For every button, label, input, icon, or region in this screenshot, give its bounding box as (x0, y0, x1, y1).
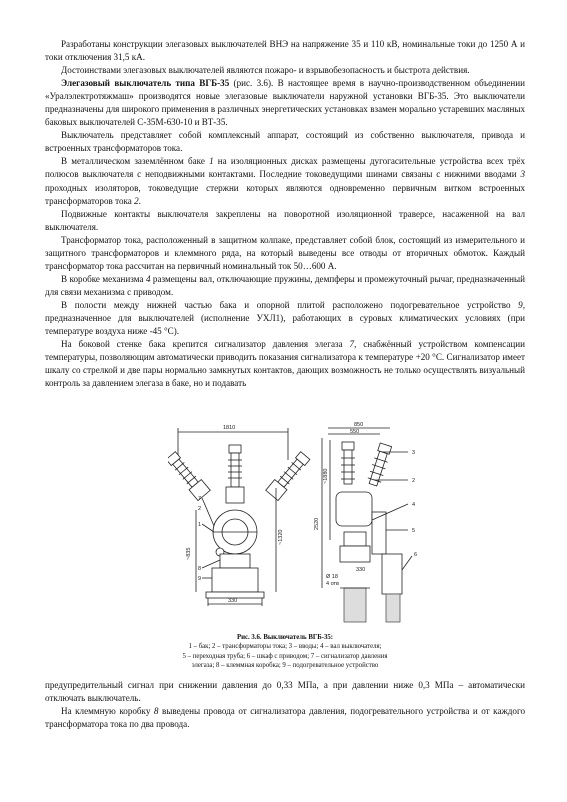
paragraph: Достоинствами элегазовых выключателей являются пожаро- и взрывобезопасность и быстрота действия. (61, 65, 470, 76)
drive-cabinet (382, 554, 402, 594)
text-run: размещены вал, отключающие пружины, демпферы и промежуточный рычаг, предназначенный для связи механизма с приводом. (45, 273, 525, 297)
caption-line: 1 – бак; 2 – трансформаторы тока; 3 – вводы; 4 – вал выключателя; (188, 643, 382, 651)
paragraph-text: Это выключатели предназначены для широкого применения в различных энергетических установках взамен морально устаревших масляных баковых выключателей С-35М-630-10 и ВТ-35. (45, 91, 526, 128)
bushing (341, 442, 355, 484)
text-run: , снабжённый устройством компенсации температуры, позволяющим автоматически приводить показания сигнализатора к температуре +20 °С. Сигнализатор имеет шкалу со стрелкой и две пары нормально замкнутых контактов, дающих возможность не только осуществлять визуальный контроль за давлением элегаза в баке, но и подавать (45, 339, 525, 389)
dimension-label: 550 (350, 429, 360, 435)
ref-number: 8 (153, 706, 159, 717)
part-label: 5 (412, 528, 416, 534)
dimension-label: 330 (228, 598, 238, 604)
foundation (386, 594, 400, 622)
text-run: В металлическом заземлённом баке (61, 156, 210, 167)
paragraph (45, 705, 525, 731)
part-label: 1 (198, 522, 202, 528)
dimension-label: 2520 (314, 517, 320, 530)
part-label: 7 (198, 496, 202, 502)
dimension-label: 4 отв (326, 581, 339, 587)
paragraph: Разработаны конструкции элегазовых выключателей ВНЭ на напряжение 35 и 110 кВ, номинальные токи до 1250 А и токи отключения 31,5 кА. (45, 39, 525, 63)
part-label: 8 (198, 566, 202, 572)
body-text (45, 38, 525, 390)
ref-number: 1 (209, 156, 214, 167)
text-run: В коробке механизма (61, 273, 146, 284)
paragraph (45, 155, 525, 207)
text-run: В полости между нижней частью бака и опорной плитой расположено подогревательное устройство (61, 299, 519, 310)
text-run: На клеммную коробку (61, 706, 154, 717)
body-text (45, 679, 525, 731)
text-run: . (138, 195, 141, 206)
ref-number: 4 (145, 273, 151, 284)
part-label: 2 (412, 478, 416, 484)
text-run: на изоляционных дисках размещены дугогасительные устройства всех трёх полюсов выключателя с неподвижными контактами. Последние токоведущими шинами связаны с нижними вводами (45, 156, 526, 180)
text-run: проходных изоляторов, токоведущие стержни которых являются одновременно первичным витком встроенных трансформаторов тока (45, 182, 525, 206)
dimension-label: ~1880 (323, 468, 329, 484)
circuit-breaker-drawing (168, 420, 436, 630)
dimension-label: 850 (354, 422, 364, 428)
paragraph (45, 273, 525, 299)
ref-number: 3 (520, 169, 525, 180)
dimension-label: ~835 (186, 547, 192, 560)
text-run: На боковой стенке бака крепится сигнализатор давления элегаза (61, 339, 350, 350)
text-run: , предназначенное для выключателей (исполнение УХЛ1), работающих в суровых климатических условиях (при температуре воздуха ниже -45 °С). (45, 299, 525, 337)
paragraph: Трансформатор тока, расположенный в защитном колпаке, представляет собой блок, состоящий из измерительного и защитного трансформаторов и клеммного ряда, на который выведены все отводы от вторичных обмоток. Каждый трансформатор тока рассчитан на первичный номинальный ток 50…600 А. (45, 234, 525, 271)
ref-number: 7 (349, 339, 355, 350)
dimension-label: Ø 18 (326, 574, 338, 580)
caption-line: 5 – переходная труба; 6 – шкаф с приводом; 7 – сигнализатор давления (182, 652, 388, 660)
bushing (266, 450, 312, 500)
figure-caption (45, 633, 525, 671)
side-view (314, 422, 417, 622)
part-label: 9 (198, 576, 202, 582)
text-run: выведены провода от сигнализатора давления, подогревательного устройства и от каждого трансформатора тока по два провода. (45, 706, 525, 730)
bushing (168, 450, 210, 500)
tank (336, 492, 372, 526)
foundation (344, 588, 366, 622)
caption-title: Рис. 3.6. Выключатель ВГБ-35: (236, 634, 334, 641)
caption-line: элегаза; 8 – клеммная коробка; 9 – подогревательное устройство (191, 662, 379, 670)
paragraph (45, 299, 525, 338)
section-heading: Элегазовый выключатель типа ВГБ-35 (61, 78, 230, 89)
paragraph: Выключатель представляет собой комплексный аппарат, состоящий из собственно выключателя, привода и встроенных трансформаторов тока. (45, 130, 525, 154)
part-label: 6 (414, 552, 418, 558)
paragraph: Подвижные контакты выключателя закреплены на поворотной изоляционной траверсе, насаженной на вал выключателя. (45, 208, 525, 232)
paragraph (45, 338, 525, 390)
part-label: 2 (198, 506, 202, 512)
part-label: 3 (412, 450, 416, 456)
paragraph (45, 77, 525, 129)
front-view (168, 425, 311, 606)
paragraph-text: (рис. 3.6). В настоящее время в научно-производственном объединении «Уралэлектротяжмаш» производятся новые элегазовые выключатели наружной установки ВГБ-35. (45, 78, 525, 102)
ref-number: 9 (518, 299, 523, 310)
ref-number: 2 (134, 195, 139, 206)
dimension-label: ~1320 (278, 529, 284, 545)
part-label: 4 (412, 502, 416, 508)
dimension-label: 1810 (223, 425, 236, 431)
bushing (226, 445, 244, 503)
paragraph: предупредительный сигнал при снижении давления до 0,33 МПа, а при давлении ниже 0,3 МПа – автоматически отключать выключатель. (45, 680, 525, 704)
dimension-label: 330 (356, 567, 366, 573)
